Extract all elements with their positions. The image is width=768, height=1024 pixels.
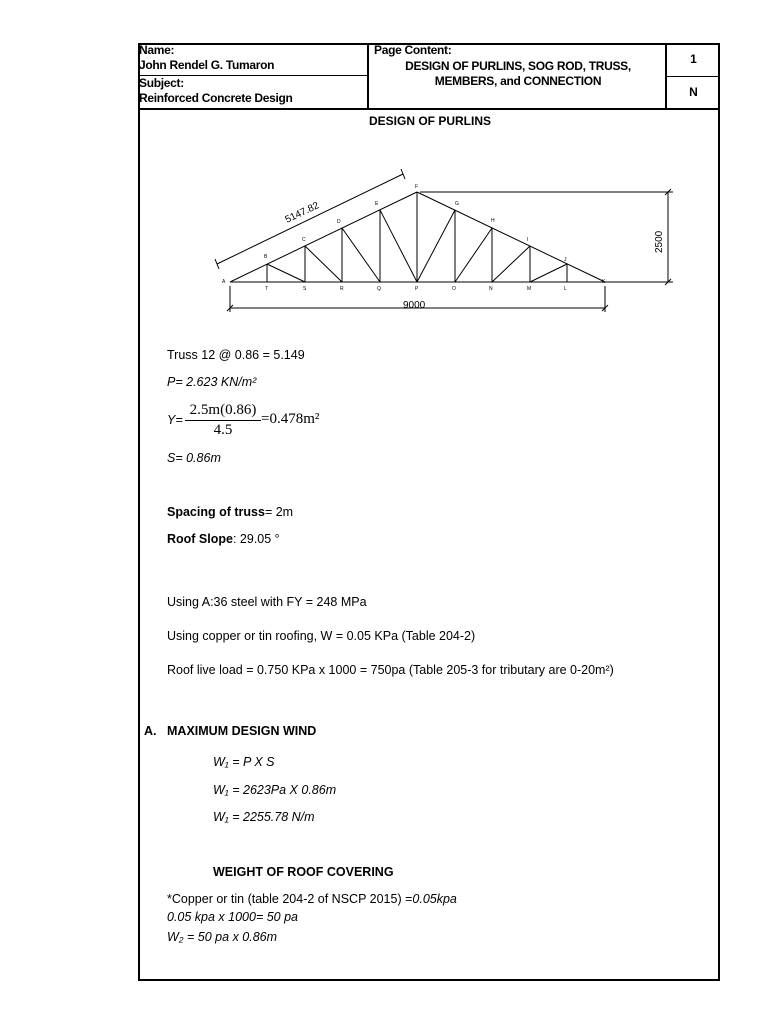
node-label: A bbox=[222, 279, 226, 285]
height-label: 2500 bbox=[654, 230, 665, 253]
roof-covering-text: *Copper or tin (table 204-2 of NSCP 2015) = bbox=[167, 892, 413, 906]
header-info-block bbox=[138, 43, 369, 110]
w1-formula: W₁ = P X S bbox=[213, 755, 275, 769]
page-content-label: Page Content: bbox=[374, 43, 452, 57]
node-label: K bbox=[602, 279, 606, 285]
steel-line: Using A:36 steel with FY = 248 MPa bbox=[167, 595, 367, 609]
page-number-block bbox=[667, 43, 720, 110]
section-a-marker: A. bbox=[144, 724, 157, 738]
node-label: M bbox=[527, 286, 532, 292]
roof-covering-title: WEIGHT OF ROOF COVERING bbox=[213, 865, 394, 879]
name-row bbox=[138, 43, 367, 76]
y-result: =0.478m² bbox=[261, 411, 320, 427]
page-code: N bbox=[689, 85, 698, 99]
page-number: 1 bbox=[667, 43, 720, 77]
node-label: T bbox=[265, 286, 269, 292]
node-label: D bbox=[337, 219, 341, 225]
span-label: 9000 bbox=[403, 300, 426, 311]
node-label: Q bbox=[377, 286, 381, 292]
w1-substitution: W₁ = 2623Pa X 0.86m bbox=[213, 783, 337, 797]
node-label: B bbox=[264, 254, 268, 260]
roof-covering-line1 bbox=[167, 892, 457, 906]
s-line: S= 0.86m bbox=[167, 451, 221, 465]
node-label: J bbox=[564, 257, 567, 263]
p-line: P= 2.623 KN/m² bbox=[167, 375, 257, 389]
section-a-title: MAXIMUM DESIGN WIND bbox=[167, 724, 317, 738]
page-content-line1: DESIGN OF PURLINS, SOG ROD, TRUSS, bbox=[405, 59, 631, 73]
truss-diagram bbox=[205, 150, 685, 335]
header-divider bbox=[138, 108, 720, 110]
subject-row bbox=[138, 76, 367, 109]
node-label: E bbox=[375, 201, 379, 207]
fraction-bar bbox=[185, 420, 261, 421]
roof-covering-value: 0.05kpa bbox=[412, 892, 457, 906]
node-label: F bbox=[415, 184, 419, 190]
subject-value: Reinforced Concrete Design bbox=[139, 91, 293, 105]
page-content-line2: MEMBERS, and CONNECTION bbox=[434, 74, 602, 88]
roof-covering-line2: 0.05 kpa x 1000= 50 pa bbox=[167, 910, 299, 924]
name-value: John Rendel G. Tumaron bbox=[139, 58, 275, 72]
roofing-line: Using copper or tin roofing, W = 0.05 KPa (Table 204-2) bbox=[167, 629, 476, 643]
slope-value: : 29.05 ° bbox=[232, 532, 280, 546]
live-load-line: Roof live load = 0.750 KPa x 1000 = 750pa (Table 205-3 for tributary are 0-20m²) bbox=[167, 663, 614, 677]
rafter-length-label: 5147.82 bbox=[283, 200, 321, 226]
page-content-block bbox=[369, 43, 667, 110]
truss-line: Truss 12 @ 0.86 = 5.149 bbox=[167, 348, 305, 362]
y-numerator: 2.5m(0.86) bbox=[189, 402, 257, 418]
section-title: DESIGN OF PURLINS bbox=[369, 114, 492, 128]
name-label: Name: bbox=[139, 43, 175, 57]
y-prefix: Y= bbox=[167, 413, 183, 427]
node-label: G bbox=[455, 201, 459, 207]
y-formula bbox=[167, 402, 367, 442]
node-label: C bbox=[302, 237, 306, 243]
node-label: N bbox=[489, 286, 493, 292]
subject-label: Subject: bbox=[139, 76, 184, 90]
node-label: L bbox=[564, 286, 567, 292]
node-label: P bbox=[415, 286, 419, 292]
roof-covering-line3: W₂ = 50 pa x 0.86m bbox=[167, 930, 278, 944]
w1-result: W₁ = 2255.78 N/m bbox=[213, 810, 315, 824]
node-label: R bbox=[340, 286, 344, 292]
spacing-value: = 2m bbox=[264, 505, 294, 519]
spacing-label: Spacing of truss bbox=[167, 505, 265, 519]
node-label: H bbox=[491, 218, 495, 224]
slope-label: Roof Slope bbox=[167, 532, 233, 546]
node-label: O bbox=[452, 286, 456, 292]
node-label: I bbox=[527, 237, 529, 243]
slope-line bbox=[167, 532, 280, 546]
spacing-line bbox=[167, 505, 293, 519]
y-denominator: 4.5 bbox=[213, 422, 233, 438]
node-label: S bbox=[303, 286, 307, 292]
